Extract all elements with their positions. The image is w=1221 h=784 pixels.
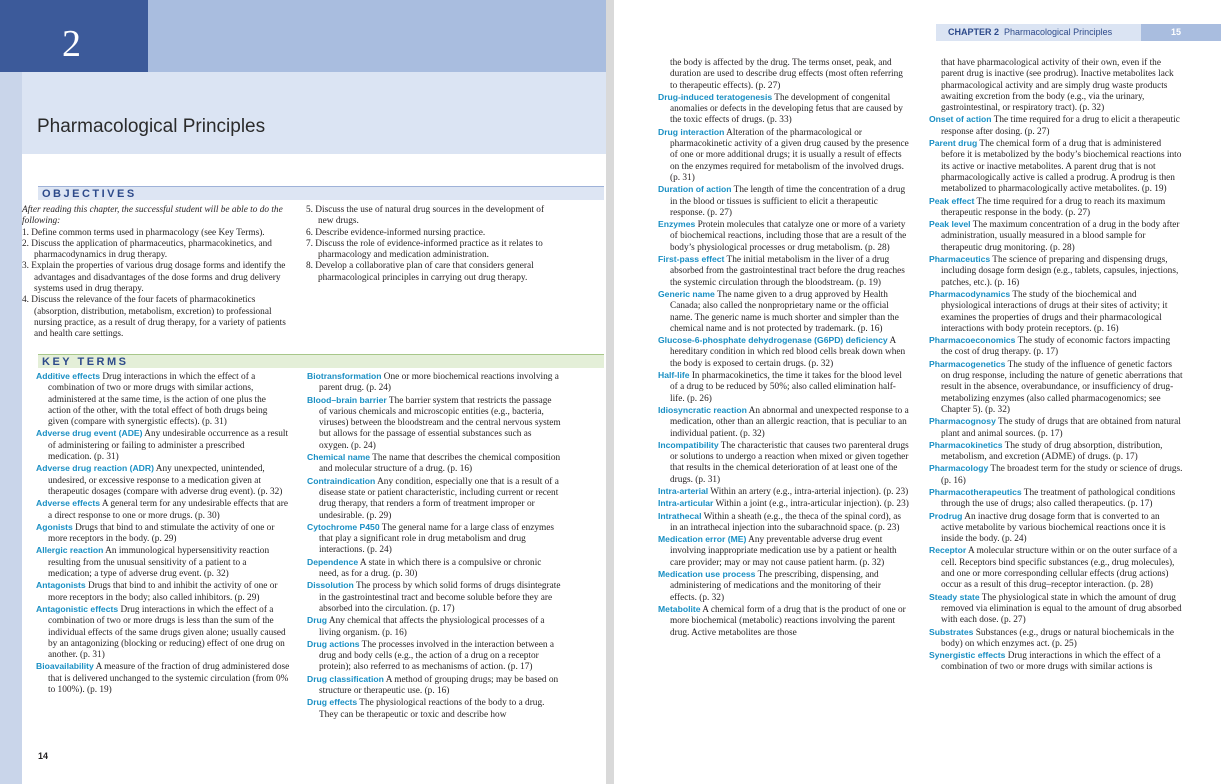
key-term-definition: A chemical form of a drug that is the product of one or more biochemical (metabolic) reactions involving the parent drug. Active metabolites are those xyxy=(670,604,906,638)
key-term: Onset of action xyxy=(929,114,992,125)
key-term: Pharmacotherapeutics xyxy=(929,486,1022,497)
key-term-entry xyxy=(658,405,910,440)
objective-item: 8. Develop a collaborative plan of care that considers general pharmacological principles in carrying out drug therapy. xyxy=(306,261,534,283)
key-term: Antagonists xyxy=(36,580,86,591)
right-col-2-entries xyxy=(929,114,1183,673)
key-term: Generic name xyxy=(658,288,715,299)
objectives-col-1 xyxy=(22,205,290,341)
key-term: Intrathecal xyxy=(658,510,702,521)
key-term-entry xyxy=(307,697,561,721)
key-term-definition: The process by which solid forms of drugs disintegrate in the gastrointestinal tract and become soluble before they are absorbed into the circulation. (p. 17) xyxy=(319,581,561,614)
key-term-entry xyxy=(929,463,1183,487)
key-term: Half-life xyxy=(658,370,690,381)
key-term-definition: Drugs that bind to and inhibit the activity of one or more receptors in the body; also called inhibitors. (p. 29) xyxy=(48,581,278,603)
key-term: Incompatibility xyxy=(658,439,719,450)
key-terms-col-1 xyxy=(36,371,290,696)
key-term-definition: Any condition, especially one that is a result of a disease state or patient characteristic, including current or recent drug therapy, that renders a form of treatment improper or undesirable. (p. 29) xyxy=(319,476,559,521)
key-term-entry xyxy=(36,371,290,428)
key-term-entry xyxy=(307,476,561,522)
key-term: Enzymes xyxy=(658,219,696,230)
key-term-entry xyxy=(658,498,910,510)
key-term: Synergistic effects xyxy=(929,650,1006,661)
key-term: Pharmacoeconomics xyxy=(929,335,1016,346)
chapter-number: 2 xyxy=(62,23,81,65)
key-term: Peak effect xyxy=(929,195,975,206)
key-term-entry xyxy=(929,440,1183,464)
key-term-definition: The name that describes the chemical composition and molecular structure of a drug. (p. 16) xyxy=(319,453,561,475)
key-term: Biotransformation xyxy=(307,371,382,381)
key-term: Adverse drug event (ADE) xyxy=(36,428,143,439)
key-term-entry xyxy=(658,127,910,184)
key-term: Additive effects xyxy=(36,371,100,381)
key-term-entry xyxy=(307,580,561,615)
key-term-definition: Any preventable adverse drug event involving inappropriate medication use by a patient or health care provider; may or may not cause patient harm. (p. 32) xyxy=(670,535,897,568)
page-edge-stripe xyxy=(0,72,22,784)
key-term: Pharmacogenetics xyxy=(929,358,1006,369)
key-term: Prodrug xyxy=(929,510,963,521)
key-term: Medication error (ME) xyxy=(658,534,747,545)
key-term-definition: A general term for any undesirable effects that are a direct response to one or more drugs. (p. 30) xyxy=(48,499,289,521)
key-term-definition: An abnormal and unexpected response to a medication, other than an allergic reaction, that is peculiar to an individual patient. (p. 32) xyxy=(670,405,909,439)
key-term: Adverse drug reaction (ADR) xyxy=(36,463,154,474)
key-term-entry xyxy=(929,416,1183,440)
key-term-definition: The time required for a drug to reach its maximum therapeutic response in the body. (p. 27) xyxy=(941,196,1166,218)
key-term: Idiosyncratic reaction xyxy=(658,404,747,415)
key-term-definition: The study of the biochemical and physiological interactions of drugs at their sites of activity; it examines the properties of drugs and their pharmacological interactions with body protein receptors. (p. 16) xyxy=(941,289,1168,334)
key-term: Cytochrome P450 xyxy=(307,521,380,532)
key-term-entry xyxy=(36,498,290,522)
key-term-definition: Within a sheath (e.g., the theca of the spinal cord), as in an intrathecal injection into the subarachnoid space. (p. 23) xyxy=(670,511,901,533)
key-term: Pharmacology xyxy=(929,463,989,474)
key-term: Drug actions xyxy=(307,638,360,649)
key-term-entry xyxy=(658,486,910,498)
key-term-entry xyxy=(929,487,1183,511)
key-term-entry xyxy=(36,661,290,696)
key-term-definition: A method of grouping drugs; may be based on structure or therapeutic use. (p. 16) xyxy=(319,674,559,697)
continuation-text: that have pharmacological activity of their own, even if the parent drug is inactive (see prodrug). Inactive metabolites lack pharmacological activity and are simply drug waste products awaiting excretion from the body (e.g., via the urinary, gastrointestinal, or respiratory tract). (p. 32) xyxy=(941,58,1174,114)
key-term: Drug interaction xyxy=(658,126,725,137)
key-term: Bioavailability xyxy=(36,661,94,672)
key-term-definition: In pharmacokinetics, the time it takes for the blood level of a drug to be reduced by 50%; also called elimination half-life. (p. 26) xyxy=(670,371,902,404)
key-term-entry xyxy=(658,440,910,486)
key-term: Contraindication xyxy=(307,475,376,486)
key-term: Receptor xyxy=(929,545,967,556)
key-term-definition: A hereditary condition in which red blood cells break down when the body is exposed to certain drugs. (p. 32) xyxy=(670,336,906,369)
objective-item: 3. Explain the properties of various drug dosage forms and identify the advantages and disadvantages of the dose forms and drug delivery systems used in drug therapy. xyxy=(22,261,286,295)
key-term-entry xyxy=(36,463,290,498)
key-term-entry xyxy=(929,545,1183,591)
key-term-definition: The study of the influence of genetic factors on drug response, including the nature of genetic aberrations that result in the absence, overabundance, or insufficiency of drug-metabolizing enzymes (also called pharmacogenomics; see Chapter 5). (p. 32) xyxy=(941,359,1183,415)
key-term-definition: The treatment of pathological conditions through the use of drugs; also called therapeutics. (p. 17) xyxy=(941,487,1176,510)
key-term: Substrates xyxy=(929,626,974,637)
key-term-definition: The length of time the concentration of a drug in the blood or tissues is sufficient to elicit a therapeutic response. (p. 27) xyxy=(670,185,906,218)
key-term-definition: Any unexpected, unintended, undesired, or excessive response to a medication given at therapeutic dosages (compare with adverse drug event). (p. 32) xyxy=(48,464,283,497)
key-term-definition: Protein molecules that catalyze one or more of a variety of biochemical reactions, including those that are a result of the body’s physiological processes or drug metabolism. (p. 28) xyxy=(670,220,907,253)
key-term-entry xyxy=(658,184,910,219)
key-term-definition: Any undesirable occurrence as a result of administering or failing to administer a prescribed medication. (p. 31) xyxy=(48,429,289,463)
key-term-definition: The chemical form of a drug that is administered before it is metabolized by the body’s biochemical reactions into its active or inactive metabolites. A parent drug that is not pharmacologically active is called a prodrug. A prodrug is then metabolized to pharmacologically active metabolites. (p. 19) xyxy=(941,139,1182,195)
key-term-entry xyxy=(307,395,561,452)
key-term-entry xyxy=(929,627,1183,651)
objectives-intro: After reading this chapter, the successful student will be able to do the following: xyxy=(22,205,283,227)
key-term-entry xyxy=(929,196,1183,220)
key-term-definition: Drugs that bind to and stimulate the activity of one or more receptors in the body. (p. 29) xyxy=(48,522,275,545)
key-term: Chemical name xyxy=(307,452,371,463)
key-term: Drug xyxy=(307,615,328,626)
objectives-heading: OBJECTIVES xyxy=(38,186,604,200)
key-term: Glucose-6-phosphate dehydrogenase (G6PD) deficiency xyxy=(658,335,888,346)
key-term: Pharmaceutics xyxy=(929,254,991,265)
key-term: Duration of action xyxy=(658,184,732,195)
key-term-entry xyxy=(658,92,910,127)
key-term-definition: A molecular structure within or on the outer surface of a cell. Receptors bind specific substances (e.g., drug molecules), and one or more corresponding cellular effects (drug actions) occur as a result of this drug–receptor interaction. (p. 28) xyxy=(941,546,1178,591)
objective-item: 5. Discuss the use of natural drug sources in the development of new drugs. xyxy=(306,205,545,227)
key-term-definition: Drug interactions in which the effect of a combination of two or more drugs with similar actions, administered at the same time, is the action of one plus the action of the other, with the total effect of both drugs being given (compare with synergistic effects). (p. 31) xyxy=(48,372,268,428)
key-term-definition: Substances (e.g., drugs or natural biochemicals in the body) on which enzymes act. (p. 25) xyxy=(941,627,1175,649)
key-term-definition: A measure of the fraction of drug administered dose that is delivered unchanged to the systemic circulation (from 0% to 100%). (p. 19) xyxy=(48,662,290,696)
key-term-entry xyxy=(307,557,561,581)
key-term: Drug classification xyxy=(307,673,384,684)
key-term: Steady state xyxy=(929,591,980,602)
key-term: Antagonistic effects xyxy=(36,603,119,614)
objective-item: 4. Discuss the relevance of the four facets of pharmacokinetics (absorption, distribution, metabolism, excretion) to professional nursing practice, as a result of drug therapy, for a variety of patients and health care settings. xyxy=(22,295,286,340)
chapter-header-band xyxy=(148,0,606,72)
key-term-entry xyxy=(658,569,910,604)
objective-item: 6. Describe evidence-informed nursing practice. xyxy=(306,227,486,238)
running-head-title: Pharmacological Principles xyxy=(1004,27,1113,37)
left-page xyxy=(0,0,606,784)
key-term-entry xyxy=(929,138,1183,195)
key-term-entry xyxy=(36,580,290,604)
key-term: Dissolution xyxy=(307,580,354,591)
key-term-definition: The physiological state in which the amount of drug removed via elimination is equal to the amount of drug absorbed with each dose. (p. 27) xyxy=(941,592,1182,626)
key-term-entry xyxy=(307,674,561,698)
key-term-entry xyxy=(929,592,1183,627)
key-term-definition: The physiological reactions of the body to a drug. They can be therapeutic or toxic and describe how xyxy=(319,698,545,720)
key-term-entry xyxy=(36,428,290,463)
key-term-definition: The broadest term for the study or science of drugs. (p. 16) xyxy=(941,464,1183,486)
key-term: Pharmacodynamics xyxy=(929,288,1011,299)
key-term: Peak level xyxy=(929,219,971,230)
key-term-definition: Drug interactions in which the effect of a combination of two or more drugs is less than the sum of the individual effects of the same drugs given alone; usually caused by an antagonizing (blocking or reducing) effect of one drug on another. (p. 31) xyxy=(48,604,286,661)
key-term-definition: The initial metabolism in the liver of a drug absorbed from the gastrointestinal tract before the drug reaches the systemic circulation through the bloodstream. (p. 19) xyxy=(670,255,905,288)
key-term-entry xyxy=(929,359,1183,416)
key-term-definition: The general name for a large class of enzymes that play a significant role in drug metabolism and drug interactions. (p. 24) xyxy=(319,522,555,556)
right-col-1 xyxy=(658,58,910,639)
objective-item: 2. Discuss the application of pharmaceutics, pharmacokinetics, and pharmacodynamics in drug therapy. xyxy=(22,238,272,261)
key-term-definition: An inactive drug dosage form that is converted to an active metabolite by various biochemical reactions once it is inside the body. (p. 24) xyxy=(941,511,1166,545)
key-term: Drug-induced teratogenesis xyxy=(658,91,773,102)
key-term: Pharmacognosy xyxy=(929,416,996,427)
key-term-definition: The characteristic that causes two parenteral drugs or solutions to undergo a reaction when mixed or given together that results in the chemical deterioration of at least one of the drugs. (p. 31) xyxy=(670,440,909,485)
key-term-entry xyxy=(658,219,910,254)
objectives-col-2 xyxy=(306,205,560,284)
key-term-entry xyxy=(929,114,1183,138)
key-term-definition: Within a joint (e.g., intra-articular injection). (p. 23) xyxy=(713,499,909,510)
key-term-definition: Within an artery (e.g., intra-arterial injection). (p. 23) xyxy=(708,486,909,497)
key-terms-col-2 xyxy=(307,371,561,721)
key-term-entry xyxy=(929,254,1183,289)
key-term-entry xyxy=(929,650,1183,674)
key-term-entry xyxy=(307,639,561,674)
running-head-chapter: CHAPTER 2 xyxy=(948,27,1000,37)
key-term-entry xyxy=(658,289,910,335)
key-term: Intra-articular xyxy=(658,498,714,509)
key-term-definition: The study of drug absorption, distribution, metabolism, and excretion (ADME) of drugs. (p. 17) xyxy=(941,440,1163,463)
key-term-definition: Alteration of the pharmacological or pharmacokinetic activity of a given drug caused by the presence of one or more additional drugs; it is usually a result of effects on the enzymes required for metabolism of the involved drugs. (p. 31) xyxy=(670,127,909,183)
key-term-definition: The prescribing, dispensing, and administering of medications and the monitoring of their effects. (p. 32) xyxy=(670,570,881,603)
key-term: Blood–brain barrier xyxy=(307,394,387,405)
key-term-definition: The processes involved in the interaction between a drug and body cells (e.g., the action of a drug on a receptor protein); also referred to as mechanisms of action. (p. 17) xyxy=(319,639,555,673)
key-term: Medication use process xyxy=(658,569,756,580)
key-term-entry xyxy=(658,604,910,639)
key-term-definition: The maximum concentration of a drug in the body after administration, usually measured in a blood sample for therapeutic drug monitoring. (p. 28) xyxy=(941,220,1180,253)
chapter-title-band xyxy=(22,72,606,154)
key-term-entry xyxy=(929,335,1183,359)
key-term-definition: Drug interactions in which the effect of a combination of two or more drugs with similar actions is xyxy=(941,651,1161,673)
key-term-definition: The barrier system that restricts the passage of various chemicals and microscopic entities (e.g., bacteria, viruses) between the bloodstream and the central nervous system but allows for the passage of essential substances such as oxygen. (p. 24) xyxy=(319,395,561,451)
key-term: Drug effects xyxy=(307,697,358,708)
page-number: 14 xyxy=(38,751,49,761)
continuation-text: the body is affected by the drug. The terms onset, peak, and duration are used to describe drug effects (most often referring to therapeutic effects). (p. 27) xyxy=(670,58,903,91)
page-number-box xyxy=(1141,24,1221,41)
chapter-title: Pharmacological Principles xyxy=(37,116,266,137)
key-term-entry xyxy=(658,335,910,370)
key-term-definition: The science of preparing and dispensing drugs, including dosage form design (e.g., tablets, capsules, injections, patches, etc.). (p. 16) xyxy=(941,255,1179,288)
key-term-definition: The development of congenital anomalies or defects in the developing fetus that are caused by the toxic effects of drugs. (p. 33) xyxy=(670,92,903,126)
key-term-entry xyxy=(658,511,910,535)
key-term: Adverse effects xyxy=(36,498,101,509)
key-term-entry xyxy=(929,511,1183,546)
key-term: Dependence xyxy=(307,556,359,567)
key-term-entry xyxy=(307,522,561,557)
key-term-entry xyxy=(36,522,290,546)
key-term: Metabolite xyxy=(658,603,701,614)
objective-item: 7. Discuss the role of evidence-informed practice as it relates to pharmacology and medication administration. xyxy=(306,238,543,261)
key-term: Agonists xyxy=(36,521,73,532)
right-col-2 xyxy=(929,58,1183,674)
key-term-definition: The study of economic factors impacting the cost of drug therapy. (p. 17) xyxy=(941,336,1171,358)
key-term: Pharmacokinetics xyxy=(929,439,1003,450)
key-term-definition: The time required for a drug to elicit a therapeutic response after dosing. (p. 27) xyxy=(941,115,1180,137)
key-term: First-pass effect xyxy=(658,254,725,265)
right-col-1-entries xyxy=(658,92,910,639)
key-term-entry xyxy=(929,219,1183,254)
key-term-definition: The study of drugs that are obtained from natural plant and animal sources. (p. 17) xyxy=(941,417,1181,439)
key-term-entry xyxy=(307,615,561,639)
key-term-definition: An immunological hypersensitivity reaction resulting from the unusual sensitivity of a patient to a medication; a type of adverse drug event. (p. 32) xyxy=(48,546,270,580)
key-term: Intra-arterial xyxy=(658,485,709,496)
key-term-definition: A state in which there is a compulsive or chronic need, as for a drug. (p. 30) xyxy=(319,557,542,580)
key-term-entry xyxy=(658,254,910,289)
key-term-entry xyxy=(36,545,290,580)
page-number: 15 xyxy=(1171,27,1182,37)
key-term-definition: The name given to a drug approved by Health Canada; also called the nonproprietary name or the official name. The generic name is much shorter and simpler than the chemical name and is not protected by trademark. (p. 16) xyxy=(670,289,899,334)
key-term-entry xyxy=(929,289,1183,335)
key-term: Parent drug xyxy=(929,138,978,149)
key-term: Allergic reaction xyxy=(36,545,104,556)
key-term-definition: Any chemical that affects the physiological processes of a living organism. (p. 16) xyxy=(319,616,545,638)
key-term-definition: One or more biochemical reactions involving a parent drug. (p. 24) xyxy=(319,372,559,394)
key-terms-heading: KEY TERMS xyxy=(38,354,604,368)
key-term-entry xyxy=(36,604,290,661)
right-page xyxy=(614,0,1221,784)
key-term-entry xyxy=(307,452,561,476)
objective-item: 1. Define common terms used in pharmacology (see Key Terms). xyxy=(22,227,265,238)
key-term-entry xyxy=(658,370,910,405)
key-term-entry xyxy=(658,534,910,569)
key-term-entry xyxy=(307,371,561,395)
